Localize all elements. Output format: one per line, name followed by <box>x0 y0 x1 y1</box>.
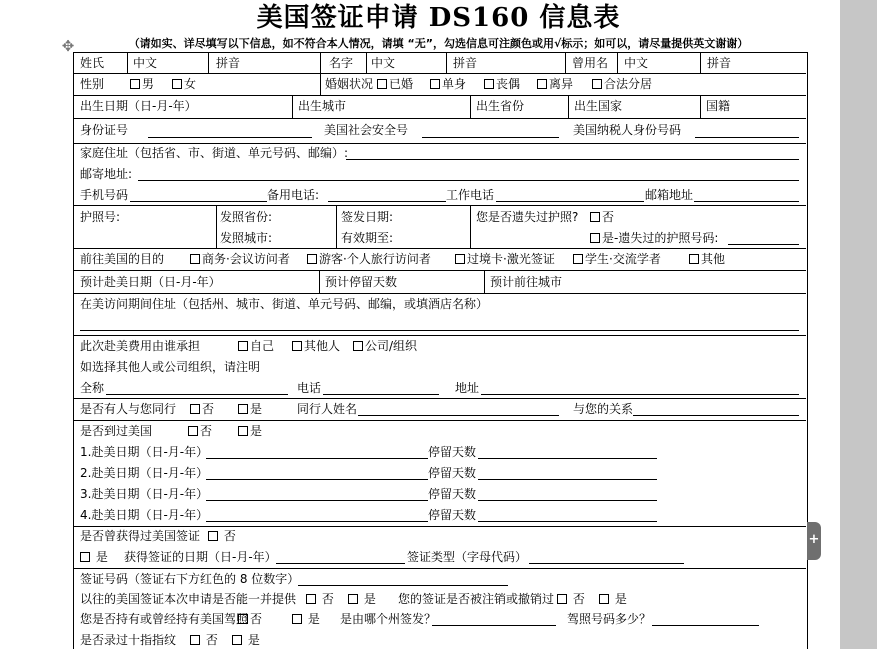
col-divider <box>320 73 321 95</box>
trip-purpose-label: 前往美国的目的 <box>80 252 165 266</box>
trip-1-date-label: 1.赴美日期（日-月-年） <box>80 445 209 459</box>
trip-4-date-field[interactable] <box>206 521 428 522</box>
former-name-chinese-label: 中文 <box>624 56 649 70</box>
form-title: 美国签证申请 DS160 信息表 <box>256 3 621 33</box>
visa-date-field[interactable] <box>276 563 405 564</box>
license-state-field[interactable] <box>432 625 556 626</box>
payer-address-label: 地址 <box>455 381 480 395</box>
col-divider <box>700 95 701 118</box>
companion-label: 是否有人与您同行 <box>80 402 177 416</box>
checkbox-icon <box>208 531 218 541</box>
checkbox-icon <box>689 254 699 264</box>
col-divider <box>292 95 293 118</box>
checkbox-icon <box>190 635 200 645</box>
marital-single-option[interactable]: 单身 <box>430 77 466 92</box>
email-label: 邮箱地址 <box>645 188 694 202</box>
row-divider <box>73 568 806 569</box>
checkbox-icon <box>307 254 317 264</box>
us-address-label: 在美访问期间住址（包括州、城市、街道、单元号码、邮编，或填酒店名称） <box>80 297 489 311</box>
marital-widowed-option[interactable]: 丧偶 <box>484 77 520 92</box>
surname-label: 姓氏 <box>80 56 105 70</box>
col-divider <box>320 52 321 73</box>
trip-3-date-label: 3.赴美日期（日-月-年） <box>80 487 209 501</box>
mailing-address-label: 邮寄地址: <box>80 167 133 181</box>
row-divider <box>73 205 806 206</box>
companion-no-option[interactable]: 否 <box>190 402 214 417</box>
payer-phone-label: 电话 <box>297 381 322 395</box>
mobile-label: 手机号码 <box>80 188 129 202</box>
checkbox-icon <box>430 79 440 89</box>
col-divider <box>565 52 566 73</box>
marital-separated-option[interactable]: 合法分居 <box>592 77 652 92</box>
plus-icon: + <box>808 532 820 547</box>
us-license-label: 您是否持有或曾经持有美国驾照 <box>80 612 249 626</box>
visa-cancelled-yes-option[interactable]: 是 <box>599 592 627 607</box>
col-divider <box>366 52 367 73</box>
been-to-us-label: 是否到过美国 <box>80 424 153 438</box>
checkbox-icon <box>232 635 242 645</box>
been-to-us-yes-option[interactable]: 是 <box>238 424 262 439</box>
home-address-field[interactable] <box>346 159 799 160</box>
trip-2-date-label: 2.赴美日期（日-月-年） <box>80 466 209 480</box>
birth-city-label: 出生城市 <box>298 99 347 113</box>
checkbox-icon <box>238 404 248 414</box>
license-number-label: 驾照号码多少？ <box>567 612 652 626</box>
arrival-date-label: 预计赴美日期（日-月-年） <box>80 275 221 289</box>
had-visa-yes-option[interactable]: 是 <box>80 550 108 565</box>
relationship-label: 与您的关系 <box>573 402 634 416</box>
former-name-label: 曾用名 <box>572 56 609 70</box>
lost-passport-yes-option[interactable]: 是-遗失过的护照号码: <box>590 231 718 246</box>
us-license-yes-option[interactable]: 是 <box>292 612 320 627</box>
home-address-label: 家庭住址（包括省、市、街道、单元号码、邮编）: <box>80 146 349 160</box>
issue-city-label: 发照城市: <box>220 231 273 245</box>
col-divider <box>617 52 618 73</box>
relationship-field[interactable] <box>633 415 799 416</box>
gender-male-option[interactable]: 男 <box>130 77 154 92</box>
visa-cancelled-no-option[interactable]: 否 <box>557 592 585 607</box>
trip-3-days-label: 停留天数 <box>428 487 477 501</box>
checkbox-icon <box>190 404 200 414</box>
had-visa-label: 是否曾获得过美国签证 <box>80 529 201 543</box>
checkbox-icon <box>188 426 198 436</box>
checkbox-icon <box>306 594 316 604</box>
mobile-field[interactable] <box>130 201 267 202</box>
row-divider <box>73 293 806 294</box>
row-divider <box>73 248 806 249</box>
stay-days-label: 预计停留天数 <box>325 275 398 289</box>
payer-note-label: 如选择其他人或公司组织，请注明 <box>80 360 261 374</box>
prior-visa-provide-label: 以往的美国签证本次申请是否能一并提供 <box>80 592 297 606</box>
checkbox-icon <box>238 426 248 436</box>
col-divider <box>446 52 447 73</box>
col-divider <box>470 95 471 118</box>
fingerprint-yes-option[interactable]: 是 <box>232 633 260 648</box>
work-phone-label: 工作电话 <box>446 188 495 202</box>
email-field[interactable] <box>694 201 799 202</box>
row-divider <box>73 398 806 399</box>
trip-2-days-label: 停留天数 <box>428 466 477 480</box>
birth-country-label: 出生国家 <box>574 99 623 113</box>
gender-female-option[interactable]: 女 <box>172 77 196 92</box>
trip-1-days-label: 停留天数 <box>428 445 477 459</box>
marital-married-option[interactable]: 已婚 <box>377 77 413 92</box>
given-name-chinese-label: 中文 <box>371 56 396 70</box>
col-divider <box>216 205 217 248</box>
issue-province-label: 发照省份: <box>220 210 273 224</box>
payer-other-person-option[interactable]: 其他人 <box>292 339 340 354</box>
row-divider <box>73 270 806 271</box>
gender-label: 性别 <box>80 77 105 91</box>
trip-1-days-field[interactable] <box>478 458 657 459</box>
id-number-label: 身份证号 <box>80 123 129 137</box>
marital-status-label: 婚姻状况 <box>325 77 374 91</box>
trip-4-days-field[interactable] <box>478 521 657 522</box>
checkbox-icon <box>292 614 302 624</box>
trip-4-days-label: 停留天数 <box>428 508 477 522</box>
former-name-pinyin-label: 拼音 <box>707 56 732 70</box>
checkbox-icon <box>599 594 609 604</box>
visa-type-field[interactable] <box>529 563 684 564</box>
birth-province-label: 出生省份 <box>476 99 525 113</box>
destination-city-label: 预计前往城市 <box>490 275 563 289</box>
row-divider <box>73 420 806 421</box>
checkbox-icon <box>238 614 248 624</box>
checkbox-icon <box>592 79 602 89</box>
payer-label: 此次赴美费用由谁承担 <box>80 339 201 353</box>
payer-phone-field[interactable] <box>323 394 439 395</box>
payer-address-field[interactable] <box>481 394 799 395</box>
row-divider <box>73 526 806 527</box>
purpose-transit-option[interactable]: 过境卡·激光签证 <box>455 252 555 267</box>
col-divider <box>568 95 569 118</box>
row-divider <box>73 95 806 96</box>
col-divider <box>336 205 337 248</box>
us-tax-id-field[interactable] <box>695 137 799 138</box>
checkbox-icon <box>590 233 600 243</box>
checkbox-icon <box>484 79 494 89</box>
prior-visa-no-option[interactable]: 否 <box>306 592 334 607</box>
visa-number-label: 签证号码（签证右下方红色的 8 位数字） <box>80 572 300 586</box>
lost-passport-number-field[interactable] <box>728 244 799 245</box>
fingerprint-no-option[interactable]: 否 <box>190 633 218 648</box>
col-divider <box>484 270 485 293</box>
purpose-other-option[interactable]: 其他 <box>689 252 725 267</box>
purpose-student-option[interactable]: 学生·交流学者 <box>573 252 661 267</box>
alt-phone-field[interactable] <box>328 201 446 202</box>
issue-date-label: 签发日期: <box>341 210 394 224</box>
row-divider <box>73 143 806 144</box>
checkbox-icon <box>455 254 465 264</box>
checkbox-icon <box>172 79 182 89</box>
payer-company-option[interactable]: 公司/组织 <box>353 339 417 354</box>
given-name-pinyin-label: 拼音 <box>453 56 478 70</box>
checkbox-icon <box>292 341 302 351</box>
checkbox-icon <box>238 341 248 351</box>
checkbox-icon <box>348 594 358 604</box>
license-number-field[interactable] <box>652 625 759 626</box>
alt-phone-label: 备用电话: <box>267 188 320 202</box>
us-address-field[interactable] <box>80 330 799 331</box>
visa-type-label: 签证类型（字母代码） <box>407 550 528 564</box>
us-tax-id-label: 美国纳税人身份号码 <box>573 123 682 137</box>
lost-passport-no-option[interactable]: 否 <box>590 210 614 225</box>
passport-number-label: 护照号: <box>80 210 121 224</box>
sidebar-expand-tab[interactable] <box>807 522 821 560</box>
license-state-label: 是由哪个州签发？ <box>340 612 437 626</box>
trip-1-date-field[interactable] <box>206 458 428 459</box>
trip-3-date-field[interactable] <box>206 500 428 501</box>
checkbox-icon <box>590 212 600 222</box>
col-divider <box>127 52 128 73</box>
table-move-handle-icon[interactable]: ✥ <box>61 37 75 55</box>
work-phone-field[interactable] <box>496 201 644 202</box>
form-instructions: （请如实、详尽填写以下信息，如不符合本人情况，请填 “无”，勾选信息可注颜色或用√标示；如可以，请尽量提供英文谢谢） <box>128 37 749 50</box>
mailing-address-field[interactable] <box>138 180 799 181</box>
checkbox-icon <box>130 79 140 89</box>
window-margin <box>840 0 877 649</box>
given-name-label: 名字 <box>329 56 354 70</box>
us-ssn-label: 美国社会安全号 <box>324 123 409 137</box>
row-divider <box>73 335 806 336</box>
checkbox-icon <box>573 254 583 264</box>
had-visa-no-option[interactable]: 否 <box>208 529 236 544</box>
visa-number-field[interactable] <box>298 585 508 586</box>
surname-pinyin-label: 拼音 <box>216 56 241 70</box>
purpose-business-option[interactable]: 商务·会议访问者 <box>190 252 290 267</box>
prior-visa-yes-option[interactable]: 是 <box>348 592 376 607</box>
companion-yes-option[interactable]: 是 <box>238 402 262 417</box>
col-divider <box>470 205 471 248</box>
checkbox-icon <box>537 79 547 89</box>
dob-label: 出生日期（日-月-年） <box>80 99 197 113</box>
been-to-us-no-option[interactable]: 否 <box>188 424 212 439</box>
trip-2-date-field[interactable] <box>206 479 428 480</box>
checkbox-icon <box>190 254 200 264</box>
us-ssn-field[interactable] <box>422 137 559 138</box>
id-number-field[interactable] <box>148 137 312 138</box>
expiry-date-label: 有效期至: <box>341 231 394 245</box>
trip-3-days-field[interactable] <box>478 500 657 501</box>
us-license-no-option[interactable]: 否 <box>238 612 262 627</box>
lost-passport-label: 您是否遗失过护照? <box>476 210 579 224</box>
col-divider <box>208 52 209 73</box>
checkbox-icon <box>353 341 363 351</box>
payer-full-name-field[interactable] <box>106 394 288 395</box>
payer-self-option[interactable]: 自己 <box>238 339 274 354</box>
nationality-label: 国籍 <box>706 99 731 113</box>
checkbox-icon <box>80 552 90 562</box>
surname-chinese-label: 中文 <box>133 56 158 70</box>
trip-2-days-field[interactable] <box>478 479 657 480</box>
visa-date-label: 获得签证的日期（日-月-年） <box>124 550 277 564</box>
companion-name-field[interactable] <box>358 415 559 416</box>
row-divider <box>73 118 806 119</box>
payer-full-name-label: 全称 <box>80 381 105 395</box>
companion-name-label: 同行人姓名 <box>297 402 358 416</box>
col-divider <box>700 52 701 73</box>
fingerprint-label: 是否录过十指指纹 <box>80 633 177 647</box>
visa-cancelled-label: 您的签证是否被注销或撤销过 <box>398 592 555 606</box>
row-divider <box>73 73 806 74</box>
marital-divorced-option[interactable]: 离异 <box>537 77 573 92</box>
trip-4-date-label: 4.赴美日期（日-月-年） <box>80 508 209 522</box>
checkbox-icon <box>557 594 567 604</box>
purpose-tourist-option[interactable]: 游客·个人旅行访问者 <box>307 252 431 267</box>
col-divider <box>319 270 320 293</box>
checkbox-icon <box>377 79 387 89</box>
